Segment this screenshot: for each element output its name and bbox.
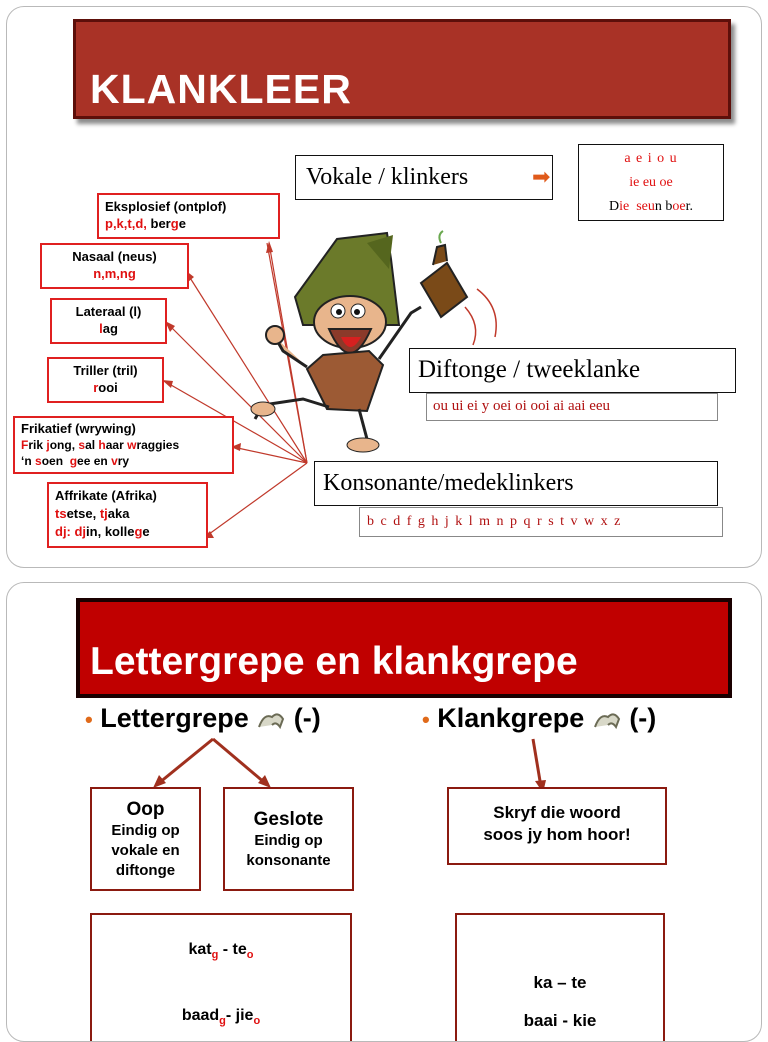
vokale-line3: Die seun boer. bbox=[608, 199, 693, 214]
category-title: Triller (tril) bbox=[73, 363, 138, 378]
slide-lettergrepe bbox=[6, 582, 762, 1042]
category-lateraal: Lateraal (l) lag bbox=[50, 298, 167, 344]
category-triller: Triller (tril) rooi bbox=[47, 357, 164, 403]
vokale-line1: a e i o u bbox=[624, 151, 678, 166]
oop-description: Eindig op vokale en diftonge bbox=[111, 822, 180, 879]
slide-title: KLANKLEER bbox=[90, 66, 352, 112]
oop-title: Oop bbox=[126, 799, 165, 820]
heading-lettergrepe: • Lettergrepe (-) bbox=[85, 703, 321, 733]
category-title: Nasaal (neus) bbox=[72, 249, 157, 264]
category-title: Affrikate (Afrika) bbox=[55, 488, 157, 503]
klank-description: Skryf die woord soos jy hom hoor! bbox=[483, 803, 631, 844]
diftonge-examples: ou ui ei y oei oi ooi ai aai eeu bbox=[433, 398, 611, 414]
lettergrepe-examples-box bbox=[90, 913, 352, 1042]
konsonante-box bbox=[314, 461, 718, 506]
klank-box bbox=[447, 787, 667, 865]
category-title: Eksplosief (ontplof) bbox=[105, 199, 227, 214]
klankgrepe-example2: baai - kie bbox=[523, 1011, 597, 1030]
category-title: Lateraal (l) bbox=[75, 304, 142, 319]
slide-title: Lettergrepe en klankgrepe bbox=[90, 640, 578, 683]
affrikate-example-line1: tsetse, tjaka bbox=[55, 506, 130, 521]
bullet-icon: • bbox=[85, 707, 93, 732]
slide-klankleer bbox=[6, 6, 762, 568]
arrow-right-icon: ➡ bbox=[532, 164, 551, 189]
category-affrikate bbox=[47, 482, 208, 548]
konsonante-examples: b c d f g h j k l m n p q r s t v w x z bbox=[367, 514, 621, 529]
bullet-icon: • bbox=[422, 707, 430, 732]
geslote-description: Eindig op konsonante bbox=[246, 832, 331, 869]
frikatief-example-line1: Frik jong, sal haar wraggies bbox=[21, 438, 180, 452]
geslote-title: Geslote bbox=[253, 809, 324, 830]
lettergrepe-example1: $kat_g - te_o$ bbox=[188, 941, 254, 962]
geslote-box bbox=[223, 787, 354, 891]
frikatief-example-line2: ‘n soen gee en vry bbox=[21, 454, 130, 468]
vokale-label: Vokale / klinkers bbox=[306, 164, 469, 190]
category-eksplosief: Eksplosief (ontplof) p,k,t,d, berge bbox=[97, 193, 280, 239]
category-nasaal: Nasaal (neus) n,m,ng bbox=[40, 243, 189, 289]
lettergrepe-example2: baad$_g$- jie$_o$ bbox=[181, 1007, 261, 1028]
category-frikatief bbox=[13, 416, 234, 474]
affrikate-example-line2: dj: djin, kollege bbox=[55, 524, 150, 539]
diftonge-label: Diftonge / tweeklanke bbox=[418, 356, 641, 383]
konsonante-examples-box bbox=[359, 507, 723, 537]
diftonge-box bbox=[409, 348, 736, 393]
vokale-examples-box bbox=[578, 144, 724, 221]
klankgrepe-example1: ka – te bbox=[533, 973, 587, 992]
diftonge-examples-box bbox=[426, 393, 718, 421]
heading-klankgrepe: • Klankgrepe (-) bbox=[422, 703, 657, 733]
vokale-line2: ie eu oe bbox=[629, 175, 673, 190]
klankgrepe-examples-box bbox=[455, 913, 665, 1042]
vokale-box bbox=[295, 155, 553, 200]
konsonante-label: Konsonante/medeklinkers bbox=[323, 470, 574, 496]
category-title: Frikatief (wrywing) bbox=[21, 421, 136, 436]
oop-box bbox=[90, 787, 201, 891]
